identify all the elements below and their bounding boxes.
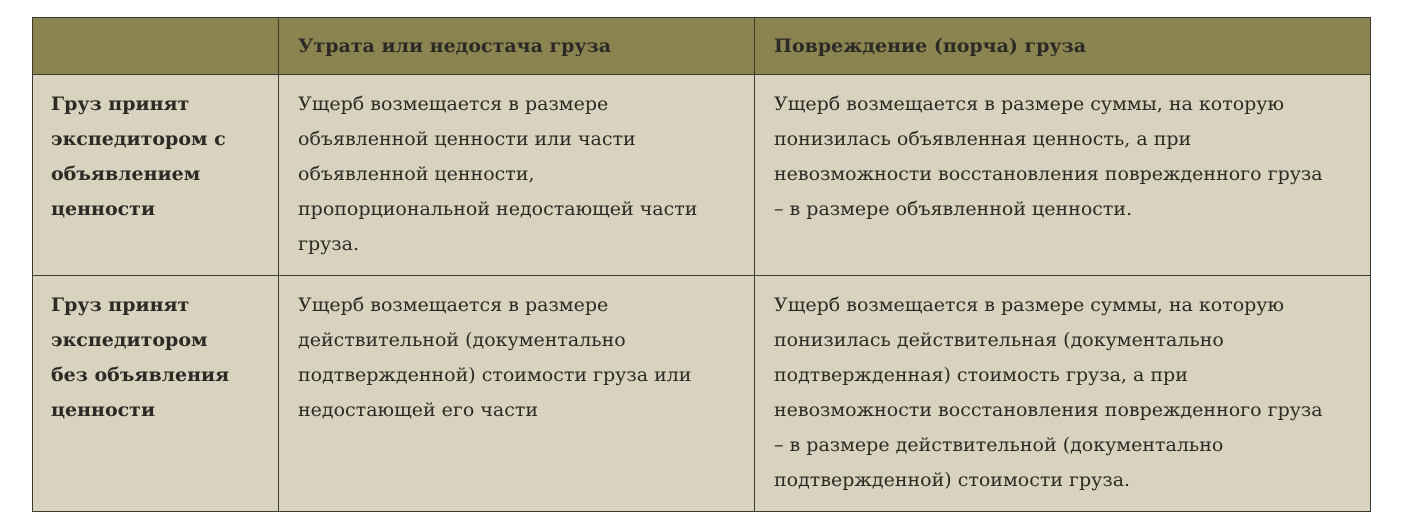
header-damage: Повреждение (порча) груза xyxy=(755,18,1371,75)
damage-cell xyxy=(755,75,1371,276)
table-header xyxy=(33,18,1371,75)
table-body xyxy=(33,75,1371,512)
table-row xyxy=(33,75,1371,276)
loss-cell xyxy=(279,276,755,512)
liability-table-container xyxy=(32,17,1370,512)
header-row xyxy=(33,18,1371,75)
damage-text: Ущерб возмещается в размере суммы, на которую понизилась объявленная ценность, а при невозможности восстановления поврежденного груза – в размере объявленной ценности. xyxy=(774,93,1323,220)
row-label-text: Груз принят экспедитором без объявления ценности xyxy=(51,294,230,421)
row-label xyxy=(33,75,279,276)
header-empty-cell xyxy=(33,18,279,75)
row-label-text: Груз принят экспедитором с объявлением ценности xyxy=(51,93,226,220)
damage-cell xyxy=(755,276,1371,512)
loss-text: Ущерб возмещается в размере объявленной ценности или части объявленной ценности, пропорциональной недостающей части груза. xyxy=(298,93,698,255)
loss-cell xyxy=(279,75,755,276)
liability-table xyxy=(32,17,1371,512)
loss-text: Ущерб возмещается в размере действительной (документально подтвержденной) стоимости груза или недостающей его части xyxy=(298,294,692,421)
damage-text: Ущерб возмещается в размере суммы, на которую понизилась действительная (документально подтвержденная) стоимость груза, а при невозможности восстановления поврежденного груза – в размере действительной (документально подтвержденной) стоимости груза. xyxy=(774,294,1323,491)
row-label xyxy=(33,276,279,512)
table-row xyxy=(33,276,1371,512)
header-loss: Утрата или недостача груза xyxy=(279,18,755,75)
